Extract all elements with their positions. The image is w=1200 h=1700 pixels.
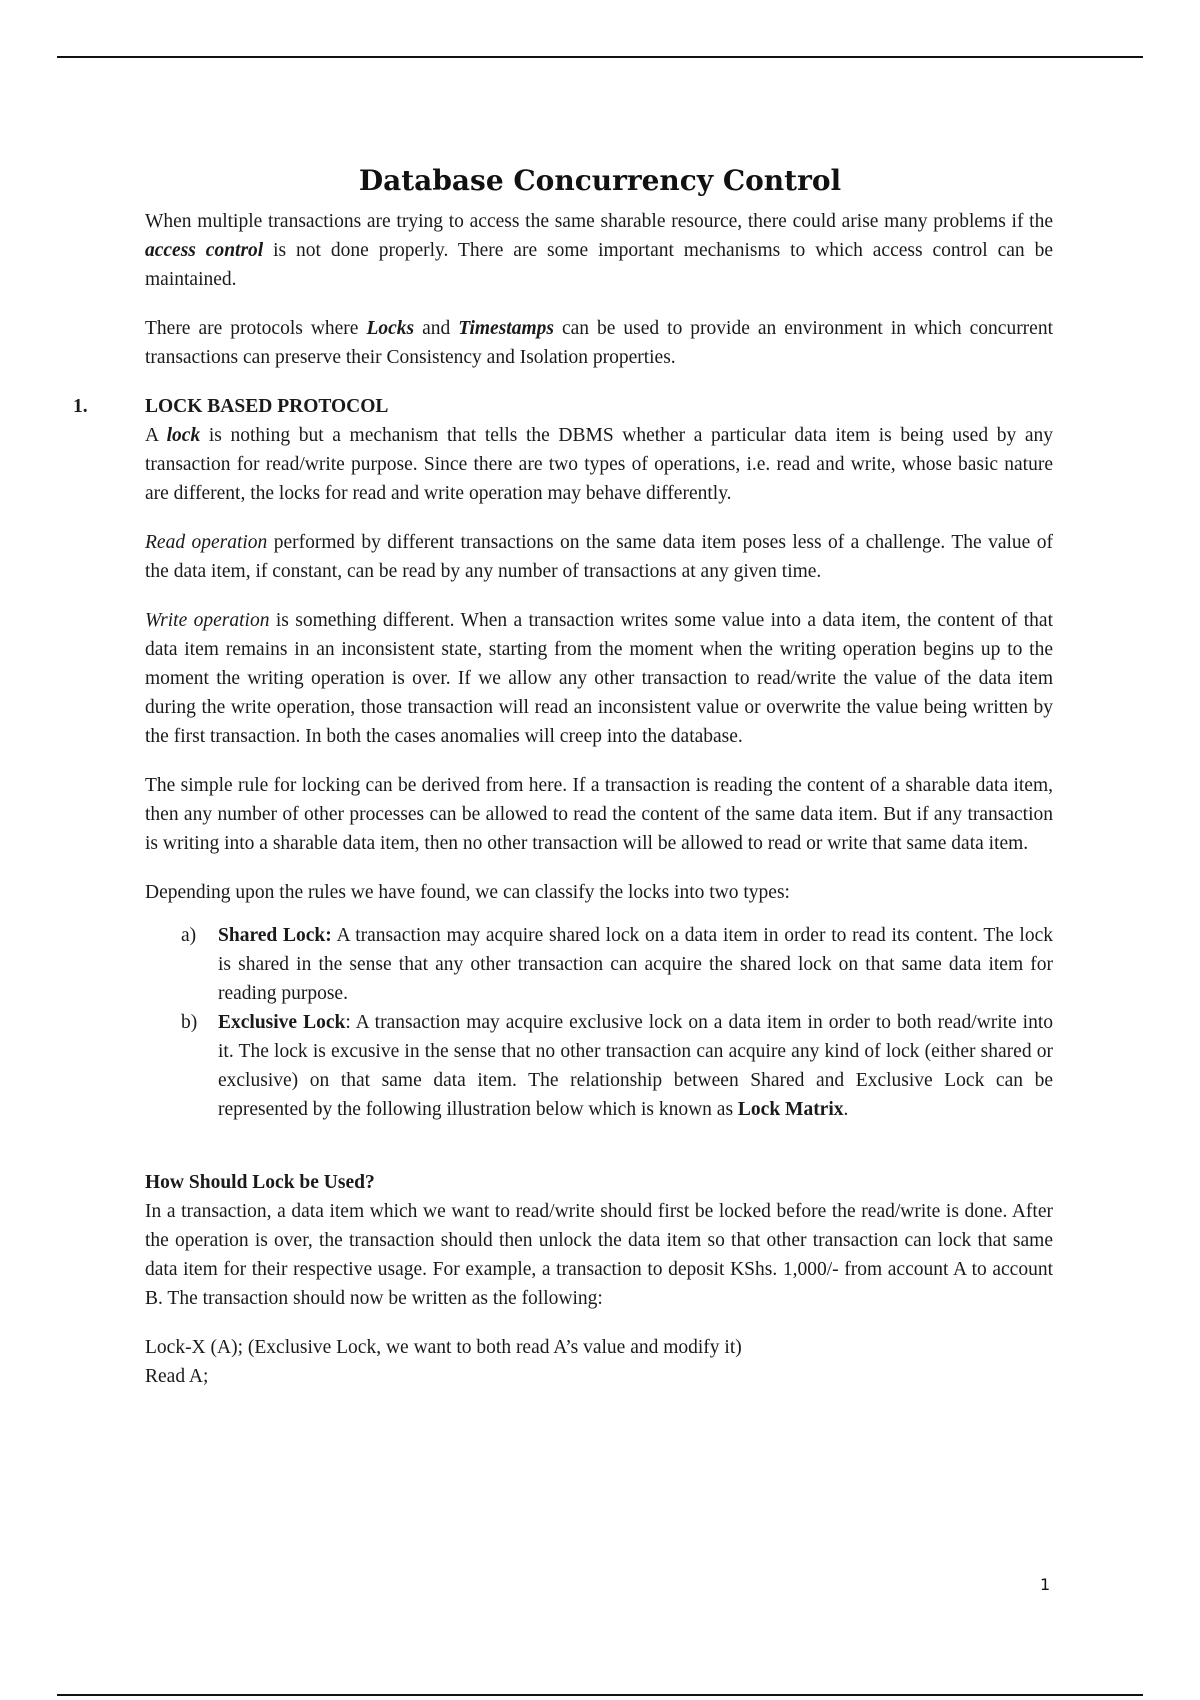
how-lock-used-heading: How Should Lock be Used? [145,1172,375,1193]
list-item-exclusive-lock: b) Exclusive Lock: A transaction may acquire exclusive lock on a data item in order to both read/write into it. The lock is excusive in the sense that no other transaction can acquire any kind of lock (either shared or exclusive) on that same data item. The relationship between Shared and Exclusive Lock can be represented by the following illustration below which is known as Lock Matrix. [145,1008,1053,1124]
term-exclusive-lock: Exclusive Lock [218,1012,346,1033]
emphasis-read-operation: Read operation [145,532,268,553]
emphasis-timestamps: Timestamps [458,318,554,339]
term-shared-lock: Shared Lock: [218,925,332,946]
section-1-heading [73,392,1053,421]
emphasis-locks: Locks [366,318,415,339]
code-line-lock-x: Lock-X (A); (Exclusive Lock, we want to both read A’s value and modify it) [145,1337,742,1358]
emphasis-lock: lock [166,425,201,446]
section-1-title: LOCK BASED PROTOCOL [145,396,389,417]
emphasis-write-operation: Write operation [145,610,270,631]
lock-types-intro: Depending upon the rules we have found, we can classify the locks into two types: [145,882,790,903]
lock-definition-paragraph: A lock is nothing but a mechanism that tells the DBMS whether a particular data item is being used by any transaction for read/write purpose. Since there are two types of operations, i.e. read and write, whose basic nature are different, the locks for read and write operation may behave differently. [145,425,1053,504]
write-operation-paragraph: Write operation is something different. When a transaction writes some value into a data item, the content of that data item remains in an inconsistent state, starting from the moment when the writing operation begins up to the moment the writing operation is over. If we allow any other transaction to read/write the value of the data item during the write operation, those transaction will read an inconsistent value or overwrite the value being written by the first transaction. In both the cases anomalies will creep into the database. [145,610,1053,747]
footer-rule [57,1694,1143,1696]
page-number: 1 [1040,1575,1051,1594]
header-rule [57,56,1143,58]
section-1-number: 1. [73,396,88,417]
intro-paragraph-1: When multiple transactions are trying to access the same sharable resource, there could arise many problems if the access control is not done properly. There are some important mechanisms to which access control can be maintained. [145,211,1053,290]
page-title: Database Concurrency Control [358,163,842,197]
how-lock-used-paragraph: In a transaction, a data item which we want to read/write should first be locked before the read/write is done. After the operation is over, the transaction should then unlock the data item so that other transaction can lock that same data item for their respective usage. For example, a transaction to deposit KShs. 1,000/- from account A to account B. The transaction should now be written as the following: [145,1201,1053,1309]
term-lock-matrix: Lock Matrix [737,1099,844,1120]
list-item-shared-lock: a) Shared Lock: A transaction may acquire shared lock on a data item in order to read its content. The lock is shared in the sense that any other transaction can acquire the shared lock on that same data item for reading purpose. [145,921,1053,1008]
read-operation-paragraph: Read operation performed by different transactions on the same data item poses less of a challenge. The value of the data item, if constant, can be read by any number of transactions at any given time. [145,532,1053,582]
lock-types-list [145,921,1053,1124]
list-marker: b) [181,1012,198,1033]
list-marker: a) [181,925,197,946]
emphasis-access-control: access control [145,240,264,261]
intro-paragraph-2: There are protocols where Locks and Timestamps can be used to provide an environment in which concurrent transactions can preserve their Consistency and Isolation properties. [145,318,1053,368]
document-body [73,207,1054,1391]
locking-rule-paragraph: The simple rule for locking can be derived from here. If a transaction is reading the content of a sharable data item, then any number of other processes can be allowed to read the content of the same data item. But if any transaction is writing into a sharable data item, then no other transaction will be allowed to read or write that same data item. [145,775,1053,854]
code-line-read-a: Read A; [145,1366,209,1387]
